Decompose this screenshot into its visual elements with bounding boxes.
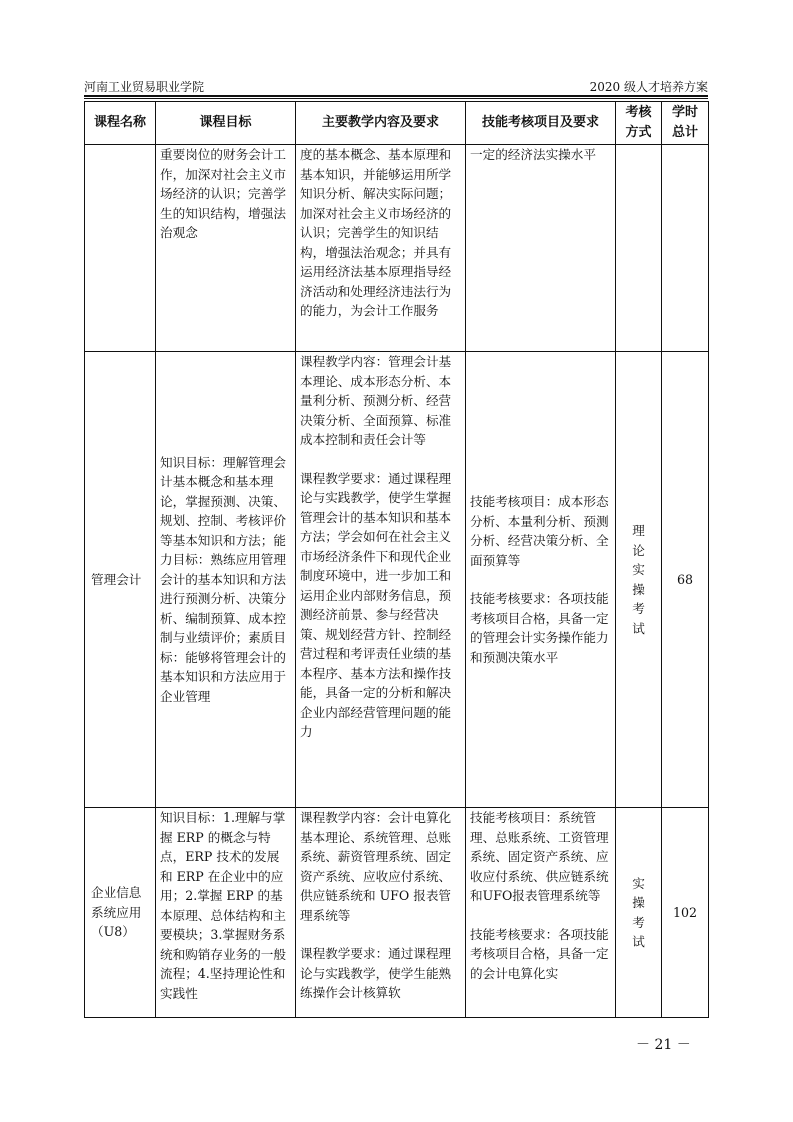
col-header-hours-line2: 总计 [671, 125, 698, 140]
paragraph-gap [470, 906, 611, 925]
col-header-hours-line1: 学时 [671, 105, 698, 120]
exam-method-cell [616, 145, 662, 352]
col-header-skill: 技能考核项目及要求 [466, 102, 616, 145]
content-cell [296, 808, 466, 1018]
content-teaching-requirement: 课程教学要求：通过课程理论与实践教学，使学生能熟练操作会计核算软 [300, 946, 452, 1000]
course-name-cell [85, 145, 156, 352]
course-goal-cell: 重要岗位的财务会计工作，加深对社会主义市场经济的认识；完善学生的知识结构，增强法治观念 [156, 145, 296, 352]
header-institution: 河南工业贸易职业学院 [84, 80, 205, 94]
table-header-row [85, 102, 709, 145]
col-header-exam-line2: 方式 [625, 125, 652, 140]
total-hours-cell: 68 [662, 352, 709, 808]
skill-items: 技能考核项目：成本形态分析、本量利分析、预测分析、经营决策分析、全面预算等 [470, 494, 609, 568]
skill-items: 技能考核项目：系统管理、总账系统、工资管理系统、固定资产系统、应收应付系统、供应链系统和UFO报表管理系统等 [470, 810, 609, 903]
course-goal-cell: 知识目标：理解管理会计基本概念和基本理论，掌握预测、决策、规划、控制、考核评价等基本知识和方法；能力目标：熟练应用管理会计的基本知识和方法进行预测分析、决策分析、编制预算、成本控制与业绩评价；素质目标：能够将管理会计的基本知识和方法应用于企业管理 [156, 352, 296, 808]
col-header-content: 主要教学内容及要求 [296, 102, 466, 145]
table-row [85, 352, 709, 808]
skill-paragraph: 一定的经济法实操水平 [470, 147, 596, 162]
content-teaching-requirement: 课程教学要求：通过课程理论与实践教学，使学生掌握管理会计的基本知识和基本方法；学会如何在社会主义市场经济条件下和现代企业制度环境中，进一步加工和运用企业内部财务信息，预测经济前景、参与经营决策、规划经营方针、控制经营过程和考评责任业绩的基本程序、基本方法和操作技能，具备一定的分析和解决企业内部经营管理问题的能力 [300, 470, 452, 739]
content-cell [296, 352, 466, 808]
course-name-cell: 管理会计 [85, 352, 156, 808]
paragraph-gap [300, 925, 461, 944]
header-rule [84, 95, 708, 97]
paragraph-gap [300, 450, 461, 469]
col-header-total-hours [662, 102, 709, 145]
content-cell [296, 145, 466, 352]
header-rule-thin [84, 98, 708, 99]
curriculum-table [84, 101, 709, 1018]
total-hours-cell [662, 145, 709, 352]
col-header-exam-method [616, 102, 662, 145]
content-teaching-content: 课程教学内容：管理会计基本理论、成本形态分析、本量利分析、预测分析、经营决策分析、全面预算、标准成本控制和责任会计等 [300, 354, 452, 447]
exam-method-cell: 实操考试 [616, 808, 662, 1018]
table-row [85, 808, 709, 1018]
content-paragraph: 度的基本概念、基本原理和基本知识，并能够运用所学知识分析、解决实际问题；加深对社会主义市场经济的认识；完善学生的知识结构，增强法治观念；并具有运用经济法基本原理指导经济活动和处理经济违法行为的能力，为会计工作服务 [300, 147, 452, 318]
skill-cell [466, 145, 616, 352]
exam-method-cell: 理论实操考试 [616, 352, 662, 808]
table-row [85, 145, 709, 352]
col-header-exam-line1: 考核 [625, 105, 652, 120]
course-name-cell: 企业信息系统应用（U8） [85, 808, 156, 1018]
col-header-course-goal: 课程目标 [156, 102, 296, 145]
header-doc-title: 2020 级人才培养方案 [589, 80, 708, 94]
col-header-course-name: 课程名称 [85, 102, 156, 145]
skill-requirement: 技能考核要求：各项技能考核项目合格，具备一定的管理会计实务操作能力和预测决策水平 [470, 591, 609, 665]
skill-requirement: 技能考核要求：各项技能考核项目合格，具备一定的会计电算化实 [470, 926, 609, 981]
skill-cell [466, 352, 616, 808]
total-hours-cell: 102 [662, 808, 709, 1018]
content-teaching-content: 课程教学内容：会计电算化基本理论、系统管理、总账系统、薪资管理系统、固定资产系统、应收应付系统、供应链系统和 UFO 报表管理系统等 [300, 810, 452, 923]
page-number: － 21 － [636, 1037, 691, 1053]
course-goal-cell: 知识目标：1.理解与掌握 ERP 的概念与特点，ERP 技术的发展和 ERP 在企业中的应用；2.掌握 ERP 的基本原理、总体结构和主要模块；3.掌握财务系统和购销存业务的一般流程；4.坚持理论性和实践性 [156, 808, 296, 1018]
paragraph-gap [470, 570, 611, 589]
skill-cell [466, 808, 616, 1018]
